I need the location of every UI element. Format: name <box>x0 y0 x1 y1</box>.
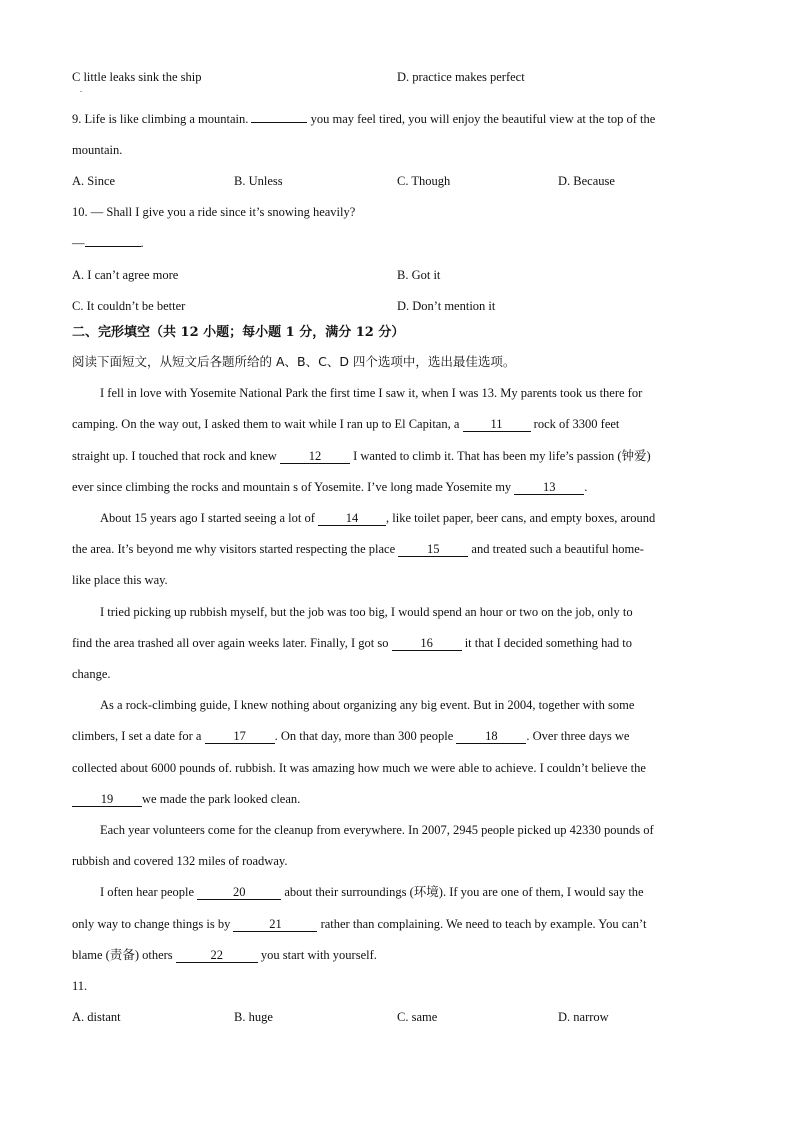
q10-period: . <box>140 236 144 250</box>
passage-p6-line2 <box>72 916 646 932</box>
passage-p5-line2: rubbish and covered 132 miles of roadway. <box>72 854 288 868</box>
q9-stem-pre: 9. Life is like climbing a mountain. <box>72 112 252 126</box>
text: climbers, I set a date for a <box>72 729 205 743</box>
blank-16: 16 <box>392 636 462 651</box>
q9-stem <box>72 111 655 127</box>
passage-p3-line1: I tried picking up rubbish myself, but the job was too big, I would spend an hour or two on the job, only to <box>100 605 633 619</box>
passage-p4-line2 <box>72 728 629 744</box>
text: I wanted to climb it. That has been my life’s passion (钟爱) <box>349 449 651 463</box>
passage-p6-line1 <box>100 884 644 900</box>
blank-19: 19 <box>72 792 142 807</box>
q10-option-b: B. Got it <box>397 268 441 282</box>
q9-blank <box>251 122 307 123</box>
passage-p4-line4 <box>72 791 300 807</box>
passage-p1-line3 <box>72 448 651 464</box>
q11-option-a: A. distant <box>72 1010 121 1024</box>
text: rather than complaining. We need to teach by example. You can’t <box>317 917 647 931</box>
blank-20: 20 <box>197 885 281 900</box>
blank-13: 13 <box>514 480 584 495</box>
text: and treated such a beautiful home- <box>468 542 644 556</box>
text: camping. On the way out, I asked them to wait while I ran up to El Capitan, a <box>72 417 463 431</box>
q10-blank <box>85 246 141 247</box>
text: it that I decided something had to <box>461 636 633 650</box>
blank-17: 17 <box>205 729 275 744</box>
section-heading: 二、完形填空（共 12 小题；每小题 1 分，满分 12 分） <box>72 325 405 340</box>
q11-option-d: D. narrow <box>558 1010 609 1024</box>
text: find the area trashed all over again weeks later. Finally, I got so <box>72 636 392 650</box>
q11-number: 11. <box>72 979 88 993</box>
blank-21: 21 <box>233 917 317 932</box>
q9-option-b: B. Unless <box>234 174 283 188</box>
text: only way to change things is by <box>72 917 234 931</box>
text: . <box>584 480 588 494</box>
q8-option-c: C little leaks sink the ship <box>72 70 202 84</box>
text: about their surroundings (环境). If you are one of them, I would say the <box>281 885 644 899</box>
text: rock of 3300 feet <box>530 417 620 431</box>
q9-option-a: A. Since <box>72 174 116 188</box>
passage-p1-line4 <box>72 479 587 495</box>
text: we made the park looked clean. <box>142 792 301 806</box>
text: the area. It’s beyond me why visitors started respecting the place <box>72 542 399 556</box>
passage-p1-line2 <box>72 416 619 432</box>
q10-stem: 10. — Shall I give you a ride since it’s snowing heavily? <box>72 205 356 219</box>
text: I often hear people <box>100 885 198 899</box>
passage-p5-line1: Each year volunteers come for the cleanup from everywhere. In 2007, 2945 people picked up 42330 pounds of <box>100 823 654 837</box>
stray-dot: . <box>80 85 82 94</box>
q10-answer-line <box>72 235 144 251</box>
passage-p4-line3: collected about 6000 pounds of. rubbish. It was amazing how much we were able to achieve. I couldn’t believe the <box>72 761 646 775</box>
q10-option-c: C. It couldn’t be better <box>72 299 186 313</box>
text: you start with yourself. <box>257 948 377 962</box>
passage-p3-line3: change. <box>72 667 111 681</box>
q9-option-d: D. Because <box>558 174 615 188</box>
q10-dash: — <box>72 236 85 250</box>
passage-p3-line2 <box>72 635 632 651</box>
q11-option-c: C. same <box>397 1010 438 1024</box>
section-instruction: 阅读下面短文，从短文后各题所给的 A、B、C、D 四个选项中，选出最佳选项。 <box>72 354 516 369</box>
text: ever since climbing the rocks and mountain s of Yosemite. I’ve long made Yosemite my <box>72 480 515 494</box>
text: straight up. I touched that rock and knew <box>72 449 280 463</box>
q9-stem-post: you may feel tired, you will enjoy the beautiful view at the top of the <box>307 112 656 126</box>
q9-stem-line2: mountain. <box>72 143 123 157</box>
blank-12: 12 <box>280 449 350 464</box>
passage-p4-line1: As a rock-climbing guide, I knew nothing about organizing any big event. But in 2004, together with some <box>100 698 635 712</box>
passage-p2-line3: like place this way. <box>72 573 168 587</box>
q9-option-c: C. Though <box>397 174 451 188</box>
q11-option-b: B. huge <box>234 1010 273 1024</box>
q10-option-a: A. I can’t agree more <box>72 268 179 282</box>
blank-11: 11 <box>463 417 531 432</box>
passage-p6-line3 <box>72 947 377 963</box>
passage-p2-line1 <box>100 510 655 526</box>
text: About 15 years ago I started seeing a lot of <box>100 511 318 525</box>
q8-option-d: D. practice makes perfect <box>397 70 525 84</box>
blank-15: 15 <box>398 542 468 557</box>
text: . On that day, more than 300 people <box>274 729 457 743</box>
text: , like toilet paper, beer cans, and empty boxes, around <box>386 511 656 525</box>
blank-14: 14 <box>318 511 386 526</box>
blank-22: 22 <box>176 948 258 963</box>
blank-18: 18 <box>456 729 526 744</box>
q10-option-d: D. Don’t mention it <box>397 299 496 313</box>
text: blame (责备) others <box>72 948 176 962</box>
passage-p1-line1: I fell in love with Yosemite National Park the first time I saw it, when I was 13. My parents took us there for <box>100 386 643 400</box>
passage-p2-line2 <box>72 541 644 557</box>
text: . Over three days we <box>526 729 630 743</box>
